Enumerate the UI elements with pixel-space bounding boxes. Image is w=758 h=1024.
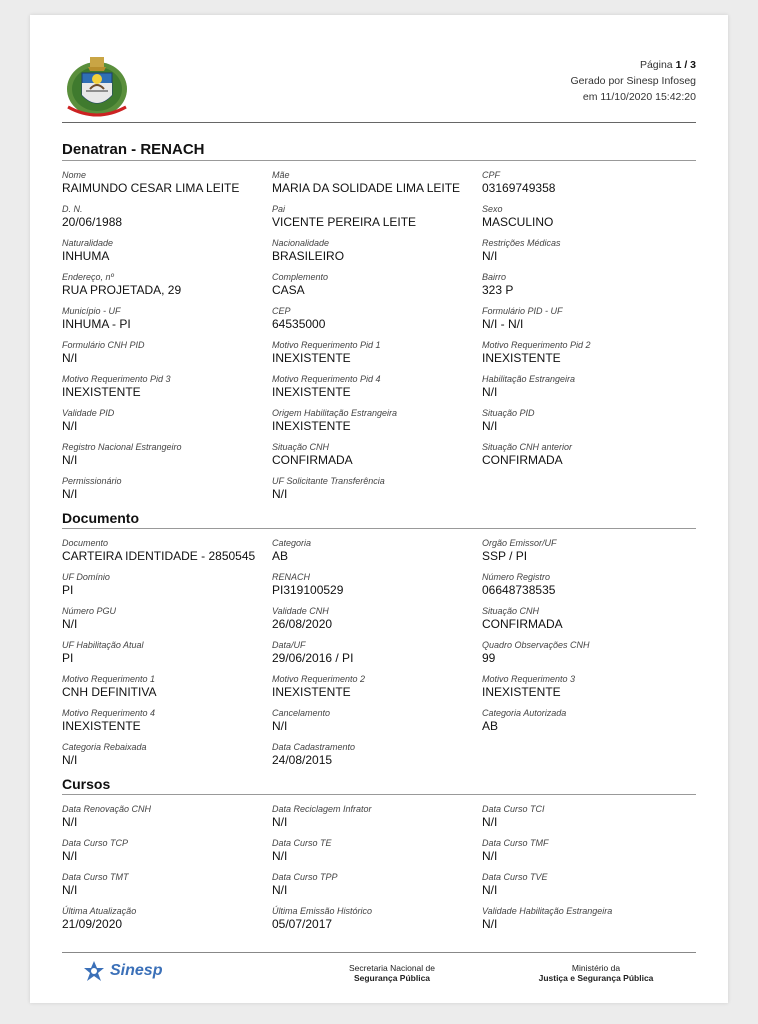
field-label: Sexo [482,204,503,214]
field-label: D. N. [62,204,83,214]
field-value: N/I [272,849,288,863]
field-value: PI [62,583,74,597]
section-title-documento: Documento [62,510,139,526]
field-value: 64535000 [272,317,326,331]
field-value: N/I [482,385,498,399]
state-coat-of-arms-icon [62,51,132,121]
field-label: Data Curso TE [272,838,332,848]
sinesp-logo-text: Sinesp [110,962,163,979]
field-label: UF Solicitante Transferência [272,476,385,486]
field [482,838,696,864]
page-indicator [571,57,697,73]
field-value: INEXISTENTE [62,385,141,399]
field-value: SSP / PI [482,549,528,563]
field-value: AB [272,549,289,563]
field-label: Data/UF [272,640,306,650]
field-value: RAIMUNDO CESAR LIMA LEITE [62,181,240,195]
field-label: Motivo Requerimento Pid 3 [62,374,171,384]
field [482,204,696,230]
field [272,306,482,332]
field [272,442,482,468]
field [482,538,696,564]
secretaria-label [322,963,462,983]
field-label: Data Renovação CNH [62,804,152,814]
field [272,272,482,298]
field [482,340,696,366]
field-label: UF Habilitação Atual [62,640,144,650]
field-label: Mãe [272,170,290,180]
field [272,838,482,864]
section-divider [62,528,696,529]
field-label: Habilitação Estrangeira [482,374,576,384]
field-value: N/I [482,419,498,433]
field [62,408,272,434]
field-value: N/I [482,249,498,263]
field-value: N/I [482,849,498,863]
field [62,538,272,564]
section-divider [62,794,696,795]
field-value: 26/08/2020 [272,617,333,631]
ministerio-label [526,963,666,983]
page-number: 1 / 3 [675,59,696,71]
field-value: PI319100529 [272,583,344,597]
field-label: Categoria [272,538,312,548]
field [272,572,482,598]
field-label: Categoria Autorizada [482,708,567,718]
field-value: INEXISTENTE [62,719,141,733]
field [482,906,696,932]
field [482,572,696,598]
field-label: Motivo Requerimento Pid 4 [272,374,381,384]
field-label: Número PGU [62,606,117,616]
field-label: Data Curso TCI [482,804,545,814]
field-label: Situação CNH [272,442,330,452]
field [482,442,696,468]
field-label: Situação CNH anterior [482,442,573,452]
field-label: Data Cadastramento [272,742,356,752]
field [62,804,272,830]
field [482,170,696,196]
field-label: RENACH [272,572,311,582]
field-label: Bairro [482,272,507,282]
field-label: Formulário PID - UF [482,306,563,316]
field-label: Origem Habilitação Estrangeira [272,408,398,418]
field [482,408,696,434]
field [62,204,272,230]
section-documento-fields [62,538,696,768]
page-label: Página [639,59,673,71]
field-value: AB [482,719,499,733]
field [62,838,272,864]
field-label: Pai [272,204,286,214]
field-value: N/I [272,815,288,829]
field-value: INEXISTENTE [482,685,561,699]
field-label: Naturalidade [62,238,114,248]
field [62,708,272,734]
document-page [30,15,728,1003]
field-value: CARTEIRA IDENTIDADE - 2850545 [62,549,256,563]
sinesp-logo [82,960,182,982]
field-value: INEXISTENTE [272,685,351,699]
field-value: CONFIRMADA [482,453,563,467]
field-label: Cancelamento [272,708,331,718]
field [62,572,272,598]
field-value: N/I [62,849,78,863]
report-content [62,141,696,932]
field-label: Formulário CNH PID [62,340,145,350]
sinesp-emblem-icon [82,960,106,982]
field [482,674,696,700]
generated-by: Gerado por Sinesp Infoseg [570,75,696,87]
field-value: INEXISTENTE [272,351,351,365]
ministerio-line1: Ministério da [571,963,621,973]
field-value: INHUMA [62,249,110,263]
field-label: Validade CNH [272,606,329,616]
field-value: VICENTE PEREIRA LEITE [272,215,417,229]
field-label: Restrições Médicas [482,238,561,248]
ministerio-line2: Justiça e Segurança Pública [538,973,654,983]
field-label: Data Curso TCP [62,838,129,848]
section-title-renach: Denatran - RENACH [62,141,205,158]
field [482,272,696,298]
field-label: Registro Nacional Estrangeiro [62,442,182,452]
field-label: Permissionário [62,476,122,486]
field-value: N/I [62,815,78,829]
field [482,374,696,400]
field-label: Quadro Observações CNH [482,640,590,650]
field-label: Motivo Requerimento Pid 2 [482,340,591,350]
field-value: 20/06/1988 [62,215,123,229]
field [272,606,482,632]
field-value: 21/09/2020 [62,917,123,931]
field-label: UF Domínio [62,572,110,582]
field-value: N/I [482,917,498,931]
field [62,340,272,366]
field [482,238,696,264]
field [272,538,482,564]
field [482,606,696,632]
section-renach-fields [62,170,696,502]
field-label: Situação PID [482,408,535,418]
field [62,238,272,264]
field [62,476,272,502]
field [62,640,272,666]
field-label: Data Curso TMF [482,838,549,848]
field-value: INEXISTENTE [272,419,351,433]
field-value: N/I [482,883,498,897]
field-value: 29/06/2016 / PI [272,651,354,665]
field [272,708,482,734]
report-footer [62,952,696,993]
field-value: N/I - N/I [482,317,524,331]
field [62,872,272,898]
header-divider [62,122,696,123]
secretaria-line2: Segurança Pública [353,973,431,983]
field-label: Data Reciclagem Infrator [272,804,372,814]
field [62,442,272,468]
field-value: N/I [62,753,78,767]
field-value: CONFIRMADA [272,453,353,467]
secretaria-line1: Secretaria Nacional de [349,963,435,973]
field [272,170,482,196]
report-header [62,51,696,123]
field-label: Complemento [272,272,329,282]
field [272,640,482,666]
field [62,906,272,932]
section-divider [62,160,696,161]
field-value: N/I [272,883,288,897]
field [62,374,272,400]
field-value: N/I [272,719,288,733]
field-value: N/I [62,487,78,501]
field [272,804,482,830]
field [272,872,482,898]
field-label: Endereço, nº [62,272,114,282]
field-label: Categoria Rebaixada [62,742,147,752]
field-value: MARIA DA SOLIDADE LIMA LEITE [272,181,461,195]
field [482,708,696,734]
field-label: Última Atualização [62,906,137,916]
field-label: Motivo Requerimento Pid 1 [272,340,381,350]
field-label: Nome [62,170,87,180]
field [62,170,272,196]
field-value: N/I [272,487,288,501]
field-value: CASA [272,283,305,297]
field [272,408,482,434]
field-label: CPF [482,170,500,180]
field-value: 323 P [482,283,514,297]
field-label: Motivo Requerimento 2 [272,674,366,684]
field-value: INHUMA - PI [62,317,131,331]
field-label: Número Registro [482,572,551,582]
field [482,804,696,830]
field-label: Data Curso TPP [272,872,338,882]
field-value: MASCULINO [482,215,554,229]
field-value: 24/08/2015 [272,753,333,767]
field [272,340,482,366]
field-value: BRASILEIRO [272,249,345,263]
field-label: Orgão Emissor/UF [482,538,557,548]
field-value: N/I [62,419,78,433]
field-label: CEP [272,306,291,316]
field [272,742,482,768]
field [272,674,482,700]
field-value: N/I [62,617,78,631]
field-value: N/I [62,351,78,365]
field-value: 06648738535 [482,583,556,597]
field-value: 05/07/2017 [272,917,333,931]
generated-at: em 11/10/2020 15:42:20 [582,91,696,103]
section-title-cursos: Cursos [62,776,111,792]
section-cursos-fields [62,804,696,932]
field-label: Validade PID [62,408,115,418]
field [272,374,482,400]
field-value: CONFIRMADA [482,617,563,631]
field [62,606,272,632]
field [272,238,482,264]
field-label: Data Curso TMT [62,872,129,882]
field-label: Situação CNH [482,606,540,616]
field-value: 03169749358 [482,181,556,195]
field-value: PI [62,651,74,665]
field [482,640,696,666]
field [272,204,482,230]
field [272,476,482,502]
field [62,742,272,768]
field [272,906,482,932]
field-label: Motivo Requerimento 4 [62,708,156,718]
field-label: Nacionalidade [272,238,330,248]
field-value: INEXISTENTE [482,351,561,365]
field-label: Validade Habilitação Estrangeira [482,906,613,916]
field [62,674,272,700]
field-value: N/I [62,453,78,467]
field-label: Última Emissão Histórico [272,906,373,916]
field-value: INEXISTENTE [272,385,351,399]
field-value: N/I [62,883,78,897]
field [482,306,696,332]
field-label: Município - UF [62,306,121,316]
field-value: 99 [482,651,496,665]
field-label: Motivo Requerimento 1 [62,674,156,684]
field-label: Data Curso TVE [482,872,548,882]
field-value: N/I [482,815,498,829]
field-value: CNH DEFINITIVA [62,685,157,699]
field [62,272,272,298]
field [62,306,272,332]
field-value: RUA PROJETADA, 29 [62,283,182,297]
field-label: Motivo Requerimento 3 [482,674,576,684]
field-label: Documento [62,538,109,548]
field [482,872,696,898]
report-meta [571,57,697,105]
